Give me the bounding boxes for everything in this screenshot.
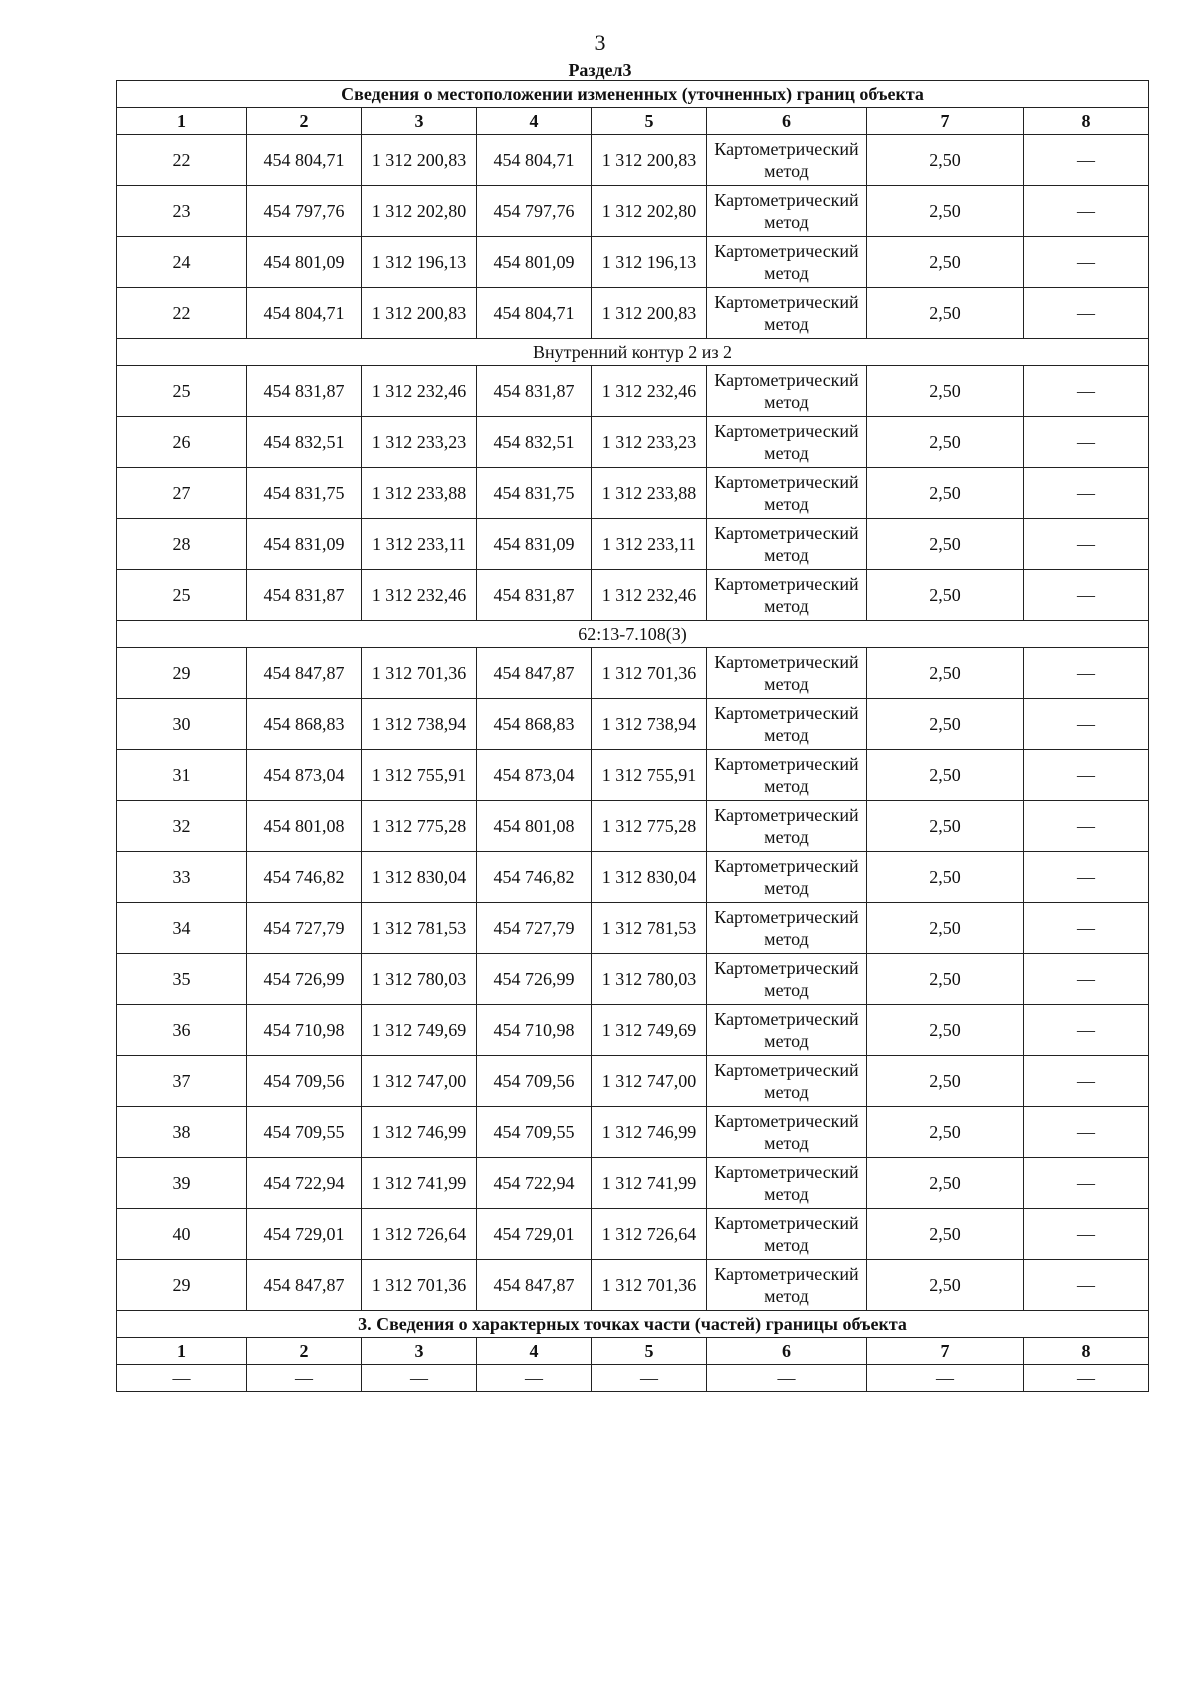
table-cell: Картометрический метод (707, 288, 867, 339)
table-cell: — (1024, 750, 1149, 801)
table-cell: 454 831,09 (477, 519, 592, 570)
table-cell: — (1024, 1005, 1149, 1056)
table-cell: 1 312 738,94 (362, 699, 477, 750)
table-cell: — (117, 1365, 247, 1392)
table-cell: — (1024, 1107, 1149, 1158)
table-header-row (117, 108, 1149, 135)
table-cell: 454 709,55 (477, 1107, 592, 1158)
table-cell: 2,50 (867, 288, 1024, 339)
parts-table-title-row (117, 1311, 1149, 1338)
table-row (117, 954, 1149, 1005)
table-cell: 30 (117, 699, 247, 750)
table-cell: 24 (117, 237, 247, 288)
table-cell: 27 (117, 468, 247, 519)
table-row (117, 1056, 1149, 1107)
table-cell: 454 801,09 (477, 237, 592, 288)
table-cell: 22 (117, 288, 247, 339)
table-cell: 454 831,09 (247, 519, 362, 570)
table-cell: — (1024, 852, 1149, 903)
table-cell: 454 726,99 (477, 954, 592, 1005)
table-cell: Картометрический метод (707, 801, 867, 852)
group-row (117, 339, 1149, 366)
table-cell: 1 312 196,13 (362, 237, 477, 288)
table-cell: 1 312 781,53 (362, 903, 477, 954)
table-cell: Картометрический метод (707, 1158, 867, 1209)
table-cell: — (1024, 648, 1149, 699)
table-cell: 1 312 830,04 (592, 852, 707, 903)
table-row (117, 1158, 1149, 1209)
table-cell: 2,50 (867, 1005, 1024, 1056)
table-cell: 39 (117, 1158, 247, 1209)
table-cell: 454 804,71 (477, 288, 592, 339)
table-cell: 1 312 747,00 (362, 1056, 477, 1107)
table-cell: — (247, 1365, 362, 1392)
table-cell: Картометрический метод (707, 1056, 867, 1107)
table-cell: 1 312 202,80 (592, 186, 707, 237)
table-cell: 34 (117, 903, 247, 954)
table-row (117, 1107, 1149, 1158)
table-row (117, 801, 1149, 852)
table-cell: 454 746,82 (247, 852, 362, 903)
table-row (117, 1260, 1149, 1311)
table-cell: Картометрический метод (707, 699, 867, 750)
table-cell: — (1024, 237, 1149, 288)
table-cell: Картометрический метод (707, 468, 867, 519)
table-cell: 25 (117, 570, 247, 621)
table-cell: 1 312 232,46 (362, 366, 477, 417)
table-row (117, 366, 1149, 417)
table-row (117, 570, 1149, 621)
table-cell: 2,50 (867, 903, 1024, 954)
table-cell: 36 (117, 1005, 247, 1056)
table-cell: 454 722,94 (247, 1158, 362, 1209)
table-cell: 2,50 (867, 699, 1024, 750)
table-row (117, 852, 1149, 903)
table-cell: 2,50 (867, 750, 1024, 801)
group-label: Внутренний контур 2 из 2 (117, 339, 1149, 366)
table-cell: 32 (117, 801, 247, 852)
table-cell: Картометрический метод (707, 519, 867, 570)
table-cell: 454 729,01 (477, 1209, 592, 1260)
table-cell: — (1024, 570, 1149, 621)
parts-table-title: 3. Сведения о характерных точках части (частей) границы объекта (117, 1311, 1149, 1338)
table-cell: 1 312 747,00 (592, 1056, 707, 1107)
table-cell: 1 312 232,46 (592, 570, 707, 621)
table-cell: 1 312 741,99 (592, 1158, 707, 1209)
table-cell: 2,50 (867, 648, 1024, 699)
table-cell: 454 801,08 (247, 801, 362, 852)
table-cell: 40 (117, 1209, 247, 1260)
table-cell: 2,50 (867, 1056, 1024, 1107)
section-title: Раздел3 (568, 60, 632, 80)
column-header: 8 (1024, 1338, 1149, 1365)
column-header: 1 (117, 108, 247, 135)
table-cell: 1 312 200,83 (592, 288, 707, 339)
table-cell: 1 312 196,13 (592, 237, 707, 288)
column-header: 3 (362, 108, 477, 135)
table-cell: 1 312 233,23 (592, 417, 707, 468)
column-header: 7 (867, 1338, 1024, 1365)
table-cell: 33 (117, 852, 247, 903)
table-cell: 2,50 (867, 186, 1024, 237)
table-cell: — (1024, 135, 1149, 186)
table-cell: 454 831,87 (247, 570, 362, 621)
table-cell: 1 312 741,99 (362, 1158, 477, 1209)
table-cell: 454 847,87 (247, 648, 362, 699)
table-cell: 1 312 200,83 (362, 135, 477, 186)
table-cell: 454 804,71 (247, 135, 362, 186)
table-cell: 29 (117, 1260, 247, 1311)
column-header: 1 (117, 1338, 247, 1365)
column-header: 6 (707, 108, 867, 135)
table-cell: Картометрический метод (707, 1005, 867, 1056)
column-header: 8 (1024, 108, 1149, 135)
column-header: 4 (477, 1338, 592, 1365)
table-cell: 2,50 (867, 417, 1024, 468)
table-cell: 454 831,87 (477, 366, 592, 417)
table-cell: 1 312 781,53 (592, 903, 707, 954)
table-cell: 454 847,87 (247, 1260, 362, 1311)
table-row (117, 750, 1149, 801)
table-cell: — (592, 1365, 707, 1392)
table-cell: — (1024, 366, 1149, 417)
table-cell: 454 722,94 (477, 1158, 592, 1209)
table-cell: 2,50 (867, 237, 1024, 288)
column-header: 5 (592, 1338, 707, 1365)
table-cell: 2,50 (867, 366, 1024, 417)
table-cell: Картометрический метод (707, 417, 867, 468)
table-cell: 2,50 (867, 954, 1024, 1005)
table-cell: 1 312 726,64 (362, 1209, 477, 1260)
table-cell: — (867, 1365, 1024, 1392)
table-cell: 1 312 746,99 (362, 1107, 477, 1158)
table-cell: — (1024, 1158, 1149, 1209)
table-cell: Картометрический метод (707, 954, 867, 1005)
table-cell: 1 312 200,83 (592, 135, 707, 186)
table-cell: 454 797,76 (477, 186, 592, 237)
table-cell: 454 873,04 (247, 750, 362, 801)
table-cell: 454 801,08 (477, 801, 592, 852)
table-cell: 2,50 (867, 135, 1024, 186)
table-cell: — (1024, 903, 1149, 954)
table-cell: 454 801,09 (247, 237, 362, 288)
table-cell: 1 312 233,11 (362, 519, 477, 570)
table-cell: 454 832,51 (247, 417, 362, 468)
table-cell: 26 (117, 417, 247, 468)
table-cell: 454 847,87 (477, 1260, 592, 1311)
table-cell: 1 312 749,69 (592, 1005, 707, 1056)
group-row (117, 621, 1149, 648)
table-cell: 1 312 200,83 (362, 288, 477, 339)
column-header: 3 (362, 1338, 477, 1365)
table-cell: — (1024, 417, 1149, 468)
table-cell: 2,50 (867, 1107, 1024, 1158)
table-cell: 25 (117, 366, 247, 417)
parts-table-header-row (117, 1338, 1149, 1365)
table-cell: 1 312 701,36 (362, 1260, 477, 1311)
table-cell: Картометрический метод (707, 186, 867, 237)
table-cell: 1 312 232,46 (362, 570, 477, 621)
table-cell: Картометрический метод (707, 366, 867, 417)
table-cell: 454 873,04 (477, 750, 592, 801)
table-cell: 1 312 738,94 (592, 699, 707, 750)
table-row (117, 699, 1149, 750)
table-cell: — (1024, 954, 1149, 1005)
table-cell: 1 312 780,03 (362, 954, 477, 1005)
table-cell: 1 312 701,36 (592, 1260, 707, 1311)
table-cell: 454 831,75 (477, 468, 592, 519)
column-header: 2 (247, 108, 362, 135)
table-cell: 1 312 746,99 (592, 1107, 707, 1158)
table-cell: 2,50 (867, 852, 1024, 903)
coordinates-table-body (117, 81, 1149, 1392)
table-cell: 1 312 780,03 (592, 954, 707, 1005)
table-cell: 1 312 775,28 (362, 801, 477, 852)
table-cell: 2,50 (867, 1209, 1024, 1260)
table-cell: 454 804,71 (477, 135, 592, 186)
table-cell: — (477, 1365, 592, 1392)
column-header: 4 (477, 108, 592, 135)
table-row (117, 186, 1149, 237)
table-cell: — (1024, 801, 1149, 852)
table-cell: 2,50 (867, 1158, 1024, 1209)
table-cell: 1 312 775,28 (592, 801, 707, 852)
table-cell: 454 709,56 (477, 1056, 592, 1107)
column-header: 7 (867, 108, 1024, 135)
table-cell: — (1024, 288, 1149, 339)
table-cell: 1 312 233,23 (362, 417, 477, 468)
table-cell: Картометрический метод (707, 570, 867, 621)
table-cell: 38 (117, 1107, 247, 1158)
table-cell: 29 (117, 648, 247, 699)
table-row (117, 519, 1149, 570)
table-cell: 454 746,82 (477, 852, 592, 903)
table-cell: 1 312 755,91 (592, 750, 707, 801)
group-label: 62:13-7.108(3) (117, 621, 1149, 648)
table-row (117, 135, 1149, 186)
table-cell: 1 312 233,88 (592, 468, 707, 519)
table-title-row (117, 81, 1149, 108)
table-cell: — (1024, 1056, 1149, 1107)
table-cell: 22 (117, 135, 247, 186)
table-cell: 31 (117, 750, 247, 801)
table-cell: 2,50 (867, 570, 1024, 621)
table-cell: — (1024, 1260, 1149, 1311)
table-cell: 454 797,76 (247, 186, 362, 237)
table-cell: 2,50 (867, 1260, 1024, 1311)
table-cell: 1 312 749,69 (362, 1005, 477, 1056)
table-cell: 454 727,79 (477, 903, 592, 954)
column-header: 5 (592, 108, 707, 135)
table-cell: 454 831,87 (477, 570, 592, 621)
table-cell: 1 312 726,64 (592, 1209, 707, 1260)
table-cell: 1 312 701,36 (362, 648, 477, 699)
table-cell: 2,50 (867, 519, 1024, 570)
table-cell: — (1024, 468, 1149, 519)
table-cell: 1 312 232,46 (592, 366, 707, 417)
table-cell: 454 831,75 (247, 468, 362, 519)
table-cell: 454 832,51 (477, 417, 592, 468)
table-cell: Картометрический метод (707, 903, 867, 954)
table-cell: 1 312 701,36 (592, 648, 707, 699)
table-cell: 1 312 830,04 (362, 852, 477, 903)
table-cell: 454 804,71 (247, 288, 362, 339)
table-cell: 454 709,56 (247, 1056, 362, 1107)
table-cell: 454 709,55 (247, 1107, 362, 1158)
column-header: 2 (247, 1338, 362, 1365)
table-cell: 454 847,87 (477, 648, 592, 699)
table-cell: 23 (117, 186, 247, 237)
table-cell: 454 710,98 (477, 1005, 592, 1056)
table-cell: — (1024, 1365, 1149, 1392)
table-cell: 1 312 233,11 (592, 519, 707, 570)
table-cell: Картометрический метод (707, 1209, 867, 1260)
table-cell: Картометрический метод (707, 750, 867, 801)
table-cell: 454 710,98 (247, 1005, 362, 1056)
table-row (117, 1209, 1149, 1260)
table-row (117, 648, 1149, 699)
table-row (117, 903, 1149, 954)
table-cell: 2,50 (867, 801, 1024, 852)
table-cell: Картометрический метод (707, 1107, 867, 1158)
table-cell: 35 (117, 954, 247, 1005)
table-cell: Картометрический метод (707, 852, 867, 903)
table-cell: 1 312 202,80 (362, 186, 477, 237)
table-cell: 2,50 (867, 468, 1024, 519)
table-cell: — (1024, 519, 1149, 570)
table-cell: 28 (117, 519, 247, 570)
table-cell: 454 831,87 (247, 366, 362, 417)
table-cell: 454 727,79 (247, 903, 362, 954)
table-cell: 454 726,99 (247, 954, 362, 1005)
coordinates-table (116, 80, 1149, 1392)
table-cell: — (707, 1365, 867, 1392)
page-number: 3 (594, 30, 606, 55)
table-cell: 454 729,01 (247, 1209, 362, 1260)
table-row (117, 468, 1149, 519)
table-cell: 454 868,83 (247, 699, 362, 750)
table-cell: Картометрический метод (707, 1260, 867, 1311)
table-row (117, 288, 1149, 339)
table-row (117, 417, 1149, 468)
table-cell: 1 312 755,91 (362, 750, 477, 801)
table-cell: — (1024, 1209, 1149, 1260)
table-cell: — (1024, 186, 1149, 237)
table-title: Сведения о местоположении измененных (уточненных) границ объекта (117, 81, 1149, 108)
table-cell: Картометрический метод (707, 237, 867, 288)
table-cell: — (1024, 699, 1149, 750)
parts-table-row (117, 1365, 1149, 1392)
column-header: 6 (707, 1338, 867, 1365)
table-row (117, 237, 1149, 288)
table-cell: Картометрический метод (707, 135, 867, 186)
table-cell: Картометрический метод (707, 648, 867, 699)
table-cell: 1 312 233,88 (362, 468, 477, 519)
table-cell: — (362, 1365, 477, 1392)
table-cell: 454 868,83 (477, 699, 592, 750)
table-cell: 37 (117, 1056, 247, 1107)
table-row (117, 1005, 1149, 1056)
